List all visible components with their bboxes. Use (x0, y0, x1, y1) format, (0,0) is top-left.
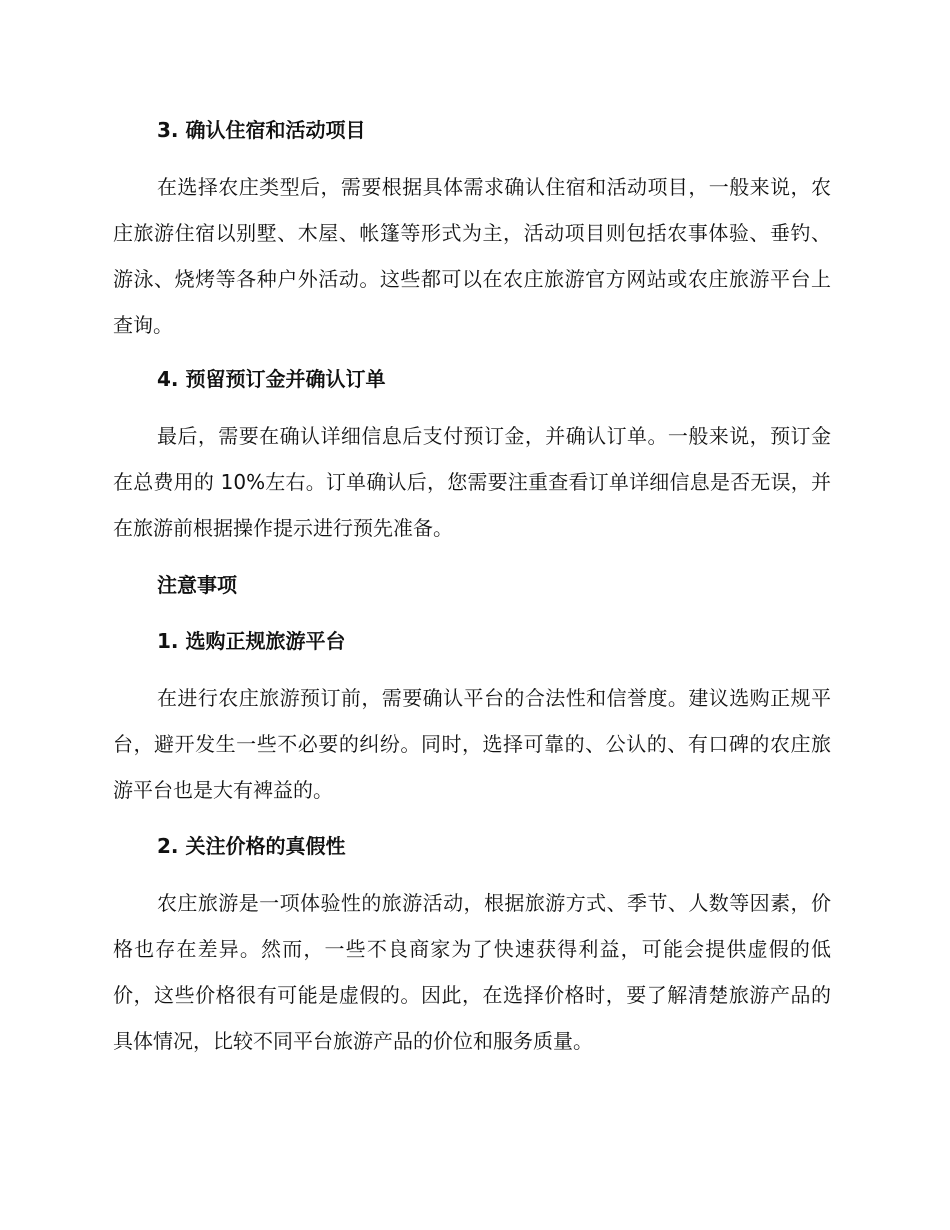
heading-notes: 注意事项 (157, 573, 237, 597)
heading-deposit-order: 4. 预留预订金并确认订单 (157, 367, 386, 391)
paragraph-confirm-lodging: 在选择农庄类型后，需要根据具体需求确认住宿和活动项目，一般来说，农庄旅游住宿以别墅、木屋、帐篷等形式为主，活动项目则包括农事体验、垂钓、游泳、烧烤等各种户外活动。这些都可以在农庄旅游官方网站或农庄旅游平台上查询。 (113, 175, 831, 337)
paragraph-deposit-order: 最后，需要在确认详细信息后支付预订金，并确认订单。一般来说，预订金在总费用的 10%左右。订单确认后，您需要注重查看订单详细信息是否无误，并在旅游前根据操作提示进行预先准备。 (113, 424, 831, 540)
heading-choose-platform: 1. 选购正规旅游平台 (157, 629, 346, 653)
paragraph-choose-platform: 在进行农庄旅游预订前，需要确认平台的合法性和信誉度。建议选购正规平台，避开发生一些不必要的纠纷。同时，选择可靠的、公认的、有口碑的农庄旅游平台也是大有裨益的。 (113, 686, 831, 802)
paragraph-price-authenticity: 农庄旅游是一项体验性的旅游活动，根据旅游方式、季节、人数等因素，价格也存在差异。然而，一些不良商家为了快速获得利益，可能会提供虚假的低价，这些价格很有可能是虚假的。因此，在选择价格时，要了解清楚旅游产品的具体情况，比较不同平台旅游产品的价位和服务质量。 (113, 891, 831, 1053)
heading-confirm-lodging: 3. 确认住宿和活动项目 (157, 118, 366, 142)
heading-price-authenticity: 2. 关注价格的真假性 (157, 834, 346, 858)
